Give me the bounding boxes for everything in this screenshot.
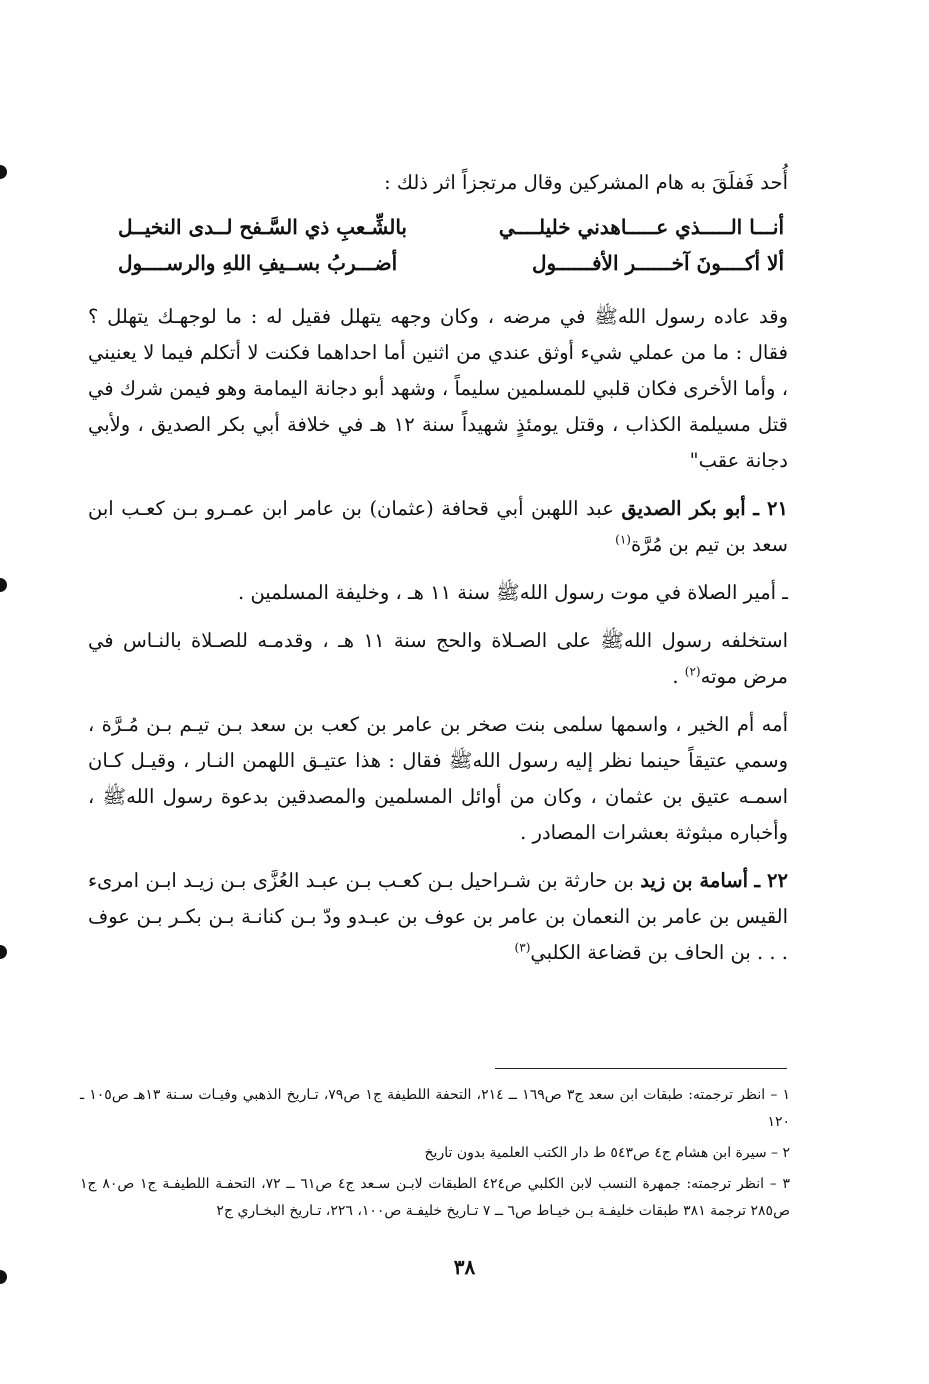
entry-21 [88,491,788,563]
verse-second-hemistich: بالشِّـعبِ ذي السَّـفح لــدى النخيــل [118,215,407,239]
paragraph: وقد عاده رسول اللهﷺ في مرضه ، وكان وجهه يتهلل فقيل له : ما لوجهـك يتهلل ؟ فقال : ما من عملي شيء أوثق عندي من اثنين أما احداهما فكنت لا أتكلم فيما لا يعنيني ، وأما الأخرى فكان قلبي للمسلمين سليماً ، وشهد أبو دجانة اليمامة وهو فيمن شرك في قتل مسيلمة الكذاب ، وقتل يومئذٍ شهيداً سنة ١٢ هـ في خلافة أبي بكر الصديق ، ولأبي دجانة عقب" [88,305,788,472]
page-body [88,165,788,983]
margin-mark [0,945,7,959]
entry-text: عبد اللهبن أبي قحافة (عثمان) بن عامر ابن عمـرو بـن كعـب ابن سعد بن تيم بن مُرَّة [88,497,788,556]
paragraph: ـ أمير الصلاة في موت رسول اللهﷺ سنة ١١ هـ ، وخليفة المسلمين . [238,581,788,604]
footnote: ١ – انظر ترجمته: طبقات ابن سعد ج٣ ص١٦٩ ــ ٢١٤، التحفة اللطيفة ج١ ص٧٩، تـاريخ الذهبي وفيـات سـنة ١٣هـ ص١٠٥ ـ ١٢٠ [80,1087,791,1130]
footnote-ref[interactable]: (١) [615,532,631,547]
entry-name: أسامة بن زيد [640,869,749,892]
entry-number: ٢٢ ـ [754,869,788,892]
entry-number: ٢١ ـ [753,497,788,520]
footnote-ref[interactable]: (٢) [684,664,701,679]
verse-second-hemistich: أضـــربُ بســيفِ اللهِ والرســــول [118,251,398,275]
footnote: ٢ – سيرة ابن هشام ج٤ ص٥٤٣ ط دار الكتب العلمية بدون تاريخ [424,1145,790,1161]
paragraph: أمه أم الخير ، واسمها سلمى بنت صخر بن عامر بن كعب بن سعد بـن تيـم بـن مُـرَّة ، وسمي عتيقاً حينما نظر إليه رسول اللهﷺ فقال : هذا عتيـق اللهمن النـار ، وقيـل كـان اسمـه عتيق بن عثمان ، وكان من أوائل المسلمين والمصدقين بدعوة رسول اللهﷺ ، وأخباره مبثوثة بعشرات المصادر . [88,713,788,844]
entry-text: بن حارثة بن شـراحيل بـن كعـب بـن عبـد العُزَّى بـن زيـد ابـن امرىء القيس بن عامر بن النعمان بن عامر بن عوف بن عبـدو ودّ بـن كنانـة بـن بكـر بـن عوف . . . بن الحاف بن قضاعة الكلبي [88,869,788,964]
intro-line: أُحد فَفلَقَ به هام المشركين وقال مرتجزاً اثر ذلك : [384,171,788,194]
footnote: ٣ – انظر ترجمته: جمهرة النسب لابن الكلبي ص٤٢٤ الطبقات لابـن سـعد ج٤ ص٦١ ــ ٧٢، التحفـة اللطيفـة ج١ ص٨٠ ج١ ص٢٨٥ ترجمة ٣٨١ طبقات خليفـة بـن خيـاط ص٦ ــ ٧ تـاريخ خليفـة ص١٠٠، ٢٢٦، تـاريخ البخـاري ج٢ [80,1176,790,1219]
verse-line [88,245,788,281]
verse-first-hemistich: ألا أكــــونَ آخــــــر الأفــــــول [531,251,784,275]
paragraph-tail: . [672,665,685,688]
footnote-divider [495,1068,787,1069]
margin-mark [0,578,7,592]
page-number: ٣٨ [453,1255,476,1279]
entry-22 [88,863,788,971]
entry-name: أبو بكر الصديق [621,497,746,520]
paragraph-text: استخلفه رسول اللهﷺ على الصـلاة والحج سنة ١١ هـ ، وقدمـه للصـلاة بالنـاس في مرض موته [88,629,788,688]
verse-block [88,209,788,281]
footnote-ref[interactable]: (٣) [514,940,531,955]
paragraph [88,623,788,695]
margin-mark [0,165,7,179]
verse-line [88,209,788,245]
verse-first-hemistich: أنـــا الـــــذي عـــــاهدني خليلــــي [498,215,784,239]
footnotes [80,1082,790,1229]
